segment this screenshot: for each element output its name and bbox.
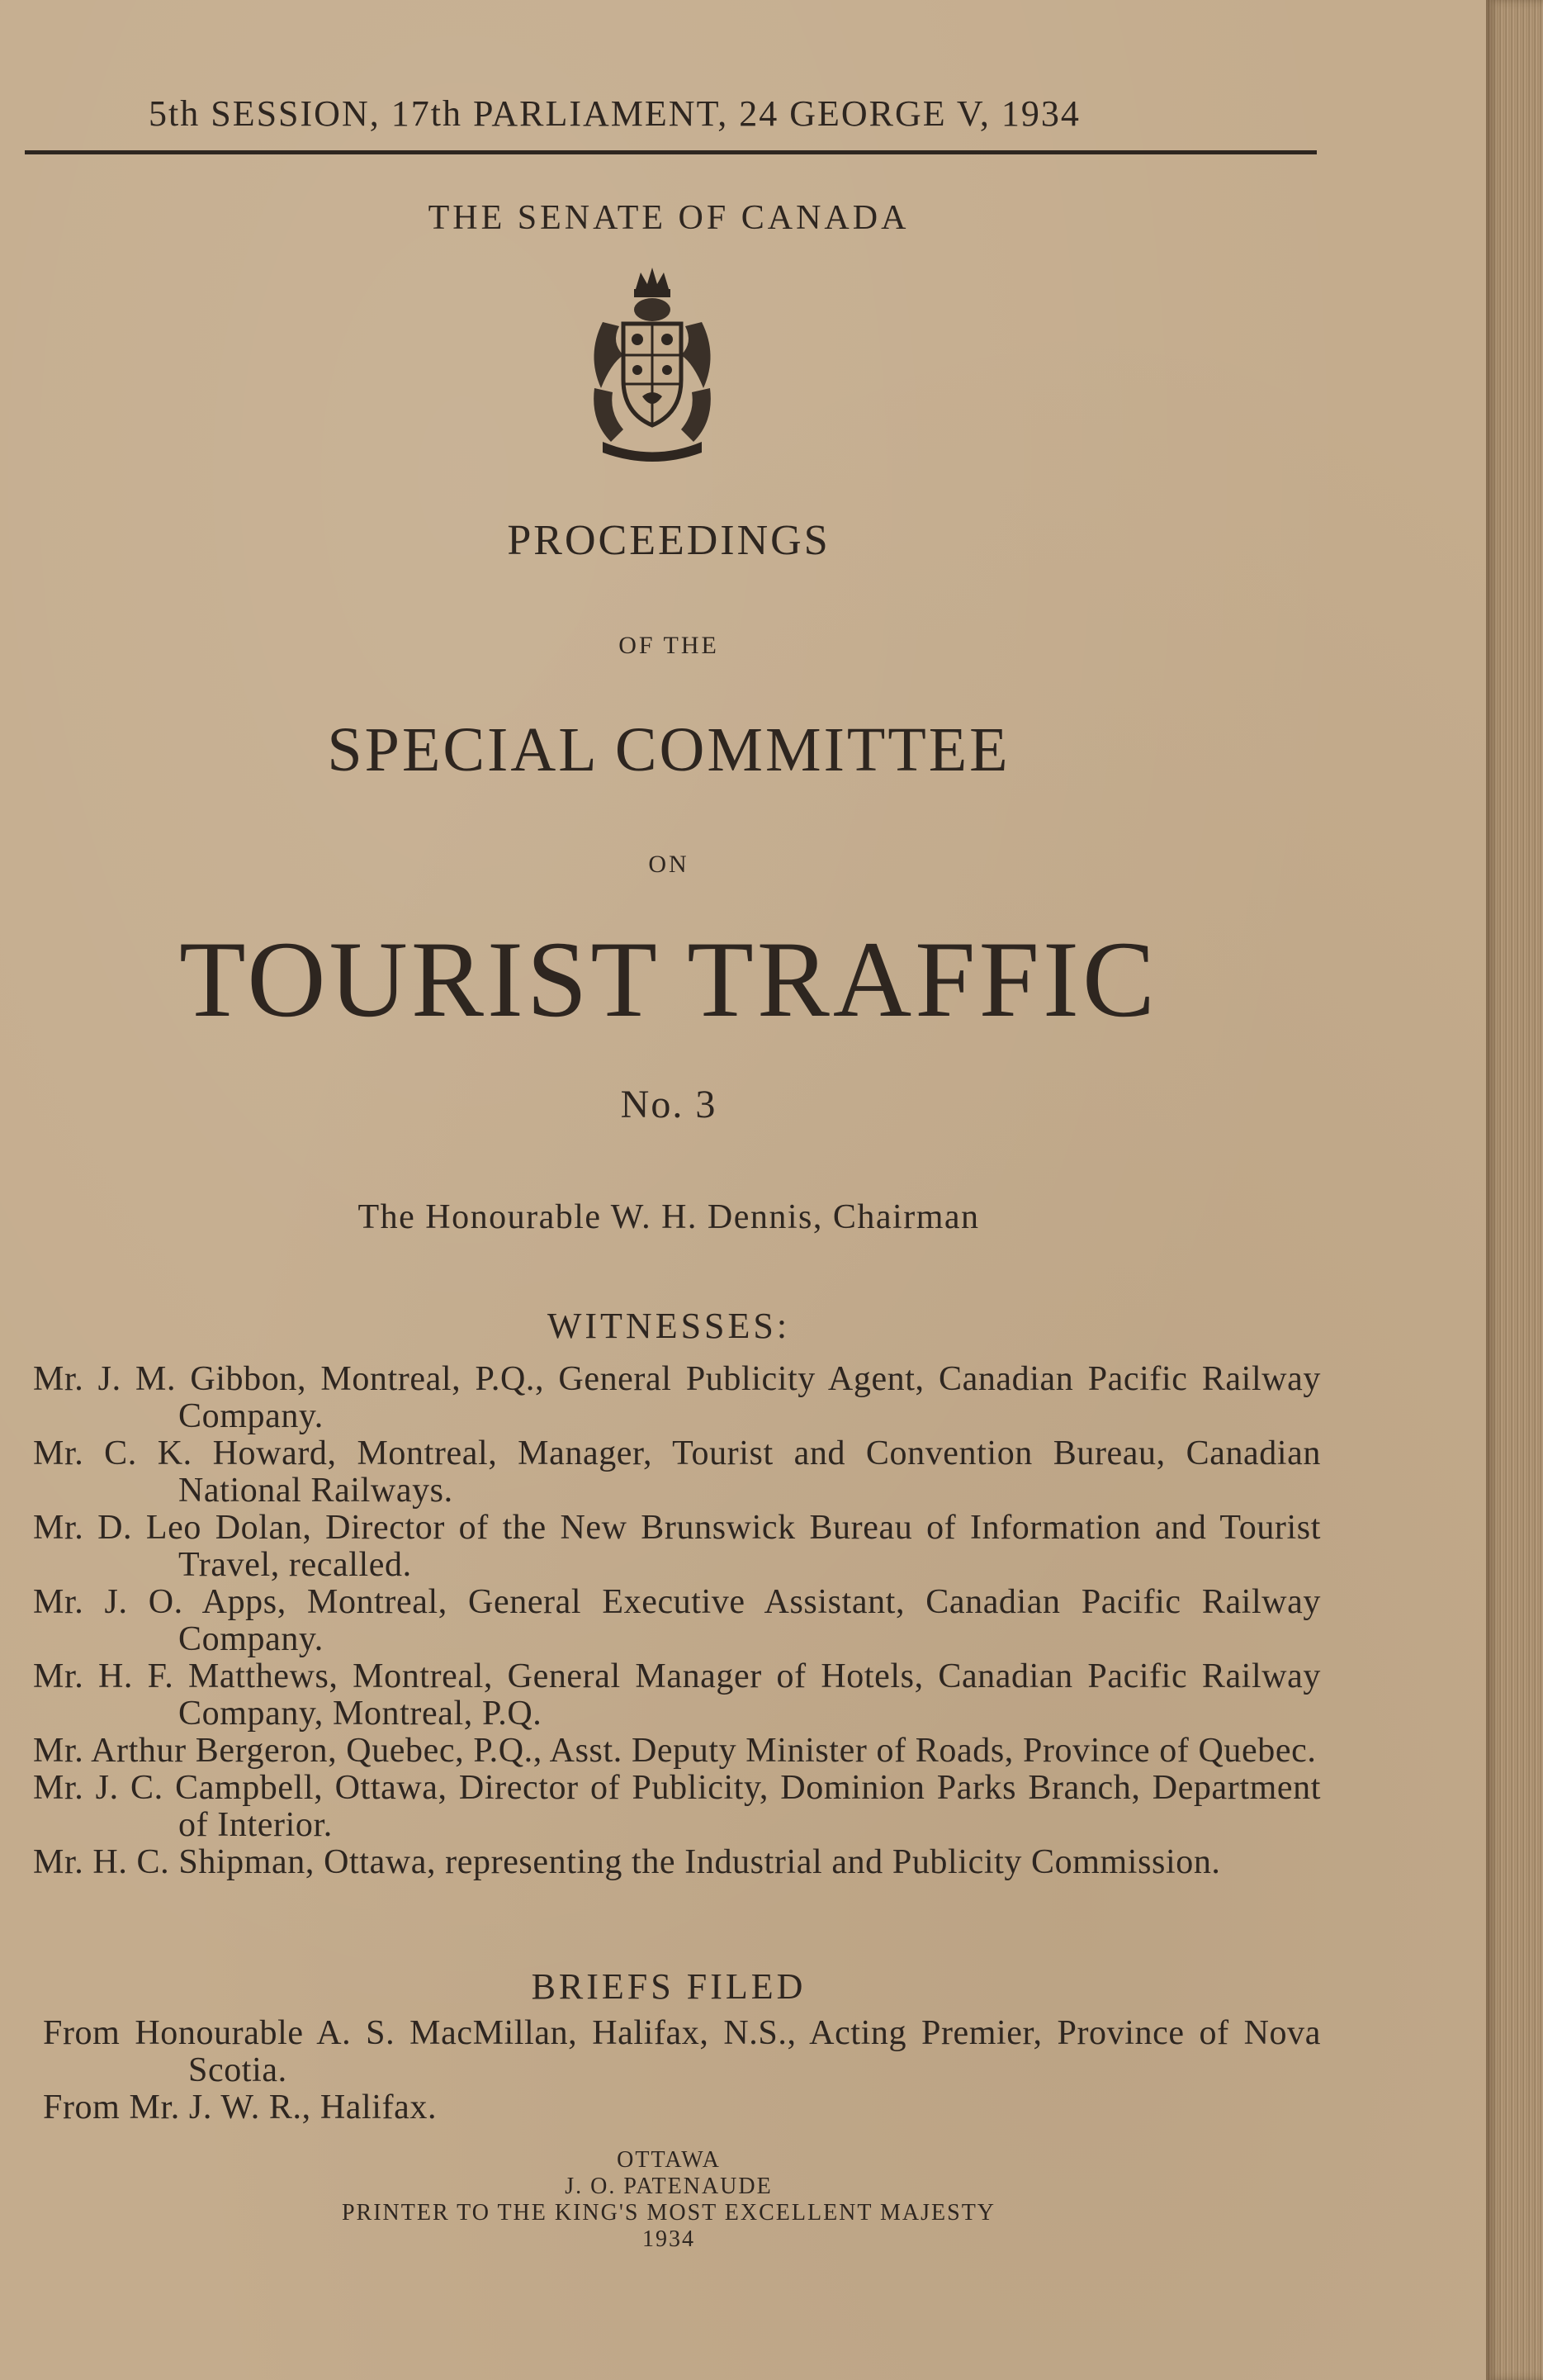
brief-entry: From Honourable A. S. MacMillan, Halifax, N.S., Acting Premier, Province of Nova Scotia. — [43, 2014, 1321, 2089]
imprint-city: OTTAWA — [617, 2147, 721, 2173]
printer-imprint — [25, 2147, 1313, 2253]
witnesses-heading: WITNESSES: — [547, 1306, 791, 1346]
header-rule — [25, 150, 1317, 154]
witness-list — [33, 1361, 1321, 1881]
imprint-year: 1934 — [642, 2226, 695, 2252]
witness-entry: Mr. D. Leo Dolan, Director of the New Brunswick Bureau of Information and Tourist Travel, recalled. — [33, 1509, 1321, 1584]
issue-number: No. 3 — [620, 1083, 717, 1126]
briefs-heading: BRIEFS FILED — [531, 1966, 807, 2007]
coat-of-arms-icon — [578, 264, 727, 462]
page-edge — [1486, 0, 1543, 2380]
witness-entry: Mr. H. F. Matthews, Montreal, General Manager of Hotels, Canadian Pacific Railway Company, Montreal, P.Q. — [33, 1657, 1321, 1733]
proceedings-title: PROCEEDINGS — [507, 517, 831, 564]
witness-entry: Mr. J. O. Apps, Montreal, General Executive Assistant, Canadian Pacific Railway Company. — [33, 1583, 1321, 1658]
brief-entry: From Mr. J. W. R., Halifax. — [43, 2088, 438, 2126]
witness-entry: Mr. H. C. Shipman, Ottawa, representing the Industrial and Publicity Commission. — [33, 1843, 1221, 1881]
imprint-printer-title: PRINTER TO THE KING'S MOST EXCELLENT MAJESTY — [341, 2200, 996, 2226]
briefs-list — [43, 2015, 1321, 2126]
session-header: 5th SESSION, 17th PARLIAMENT, 24 GEORGE V, 1934 — [149, 93, 1081, 134]
senate-title: THE SENATE OF CANADA — [428, 199, 910, 237]
witness-entry: Mr. Arthur Bergeron, Quebec, P.Q., Asst. Deputy Minister of Roads, Province of Quebec. — [33, 1732, 1317, 1770]
witness-entry: Mr. J. C. Campbell, Ottawa, Director of Publicity, Dominion Parks Branch, Department of Interior. — [33, 1769, 1321, 1844]
committee-title: SPECIAL COMMITTEE — [327, 715, 1011, 785]
witness-entry: Mr. J. M. Gibbon, Montreal, P.Q., General Publicity Agent, Canadian Pacific Railway Company. — [33, 1360, 1321, 1435]
imprint-printer: J. O. PATENAUDE — [565, 2174, 773, 2199]
on-label: ON — [648, 851, 689, 878]
witness-entry: Mr. C. K. Howard, Montreal, Manager, Tourist and Convention Bureau, Canadian National Railways. — [33, 1434, 1321, 1510]
chairman-line: The Honourable W. H. Dennis, Chairman — [357, 1198, 980, 1236]
of-the-label: OF THE — [618, 632, 719, 659]
subject-title: TOURIST TRAFFIC — [179, 918, 1158, 1040]
